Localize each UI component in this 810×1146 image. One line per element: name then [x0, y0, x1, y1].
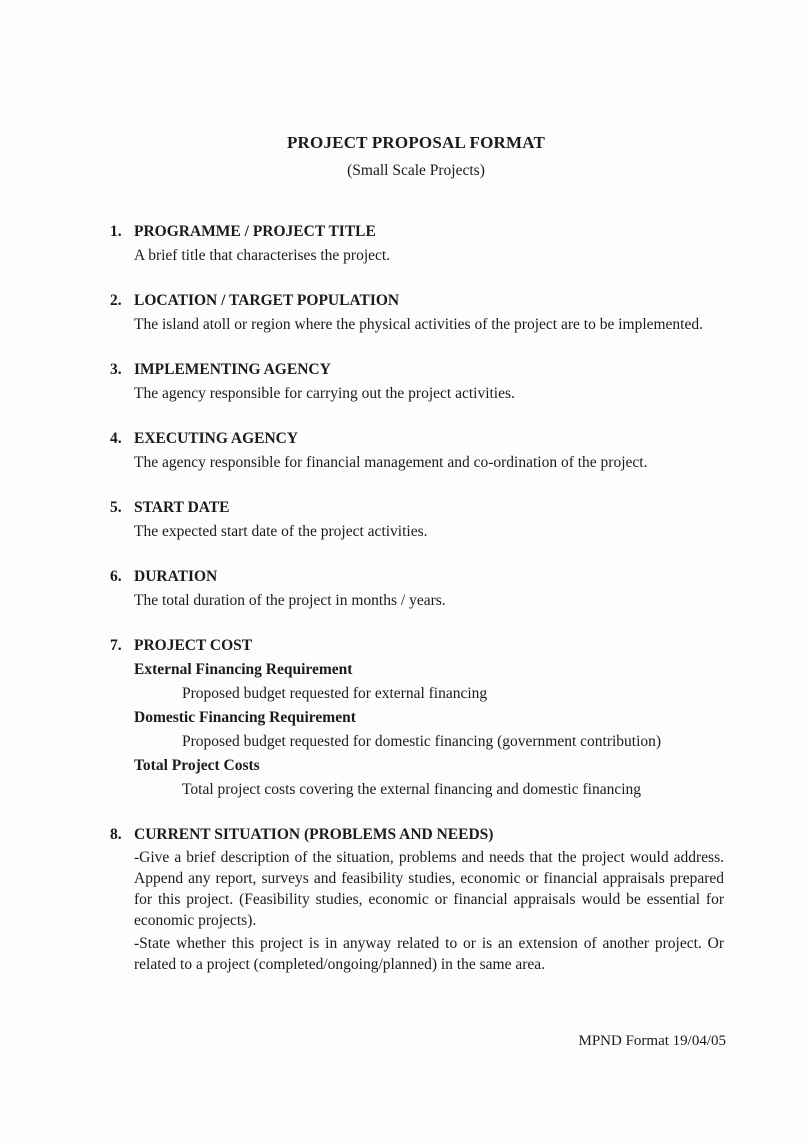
cost-item-label: Total Project Costs	[134, 757, 260, 774]
section-heading: CURRENT SITUATION (PROBLEMS AND NEEDS)	[134, 826, 494, 843]
section-number: 3.	[110, 361, 122, 378]
section-heading-row	[110, 496, 722, 520]
cost-item-description: Proposed budget requested for external financing	[182, 685, 488, 702]
section-location-target-population	[110, 289, 722, 337]
cost-item-label: External Financing Requirement	[134, 661, 353, 678]
section-heading-row	[110, 634, 722, 658]
section-description: The agency responsible for financial management and co-ordination of the project.	[134, 454, 648, 471]
section-heading: PROJECT COST	[134, 637, 253, 654]
section-description: The island atoll or region where the physical activities of the project are to be implemented.	[134, 316, 703, 333]
section-heading-row	[110, 823, 722, 847]
section-programme-project-title	[110, 220, 722, 268]
cost-item-label: Domestic Financing Requirement	[134, 709, 356, 726]
section-number: 2.	[110, 292, 122, 309]
section-heading-row	[110, 565, 722, 589]
section-description: The agency responsible for carrying out the project activities.	[134, 385, 515, 402]
document-header	[110, 132, 722, 182]
cost-item-domestic-financing	[110, 706, 722, 754]
section-heading-row	[110, 289, 722, 313]
section-heading: IMPLEMENTING AGENCY	[134, 361, 331, 378]
section-heading-row	[110, 358, 722, 382]
cost-item-external-financing	[110, 658, 722, 706]
section-heading: EXECUTING AGENCY	[134, 430, 299, 447]
section-executing-agency	[110, 427, 722, 475]
section-project-cost	[110, 634, 722, 802]
section-heading: LOCATION / TARGET POPULATION	[134, 292, 400, 309]
cost-item-total-project-costs	[110, 754, 722, 802]
section-heading: START DATE	[134, 499, 230, 516]
section-number: 5.	[110, 499, 122, 516]
section-number: 6.	[110, 568, 122, 585]
section-start-date	[110, 496, 722, 544]
cost-item-description: Total project costs covering the external financing and domestic financing	[182, 781, 642, 798]
cost-item-description: Proposed budget requested for domestic financing (government contribution)	[182, 733, 662, 750]
section-heading-row	[110, 220, 722, 244]
section-number: 8.	[110, 826, 122, 843]
section-heading-row	[110, 427, 722, 451]
footer-note: MPND Format 19/04/05	[578, 1033, 726, 1049]
section-current-situation	[110, 823, 722, 975]
section-number: 7.	[110, 637, 122, 654]
section-implementing-agency	[110, 358, 722, 406]
document-title: PROJECT PROPOSAL FORMAT	[286, 133, 546, 152]
section-paragraph: -Give a brief description of the situation, problems and needs that the project would address. Append any report, surveys and feasibility studies, economic or financial appraisals prepared for this project. (Feasibility studies, economic or financial appraisals would be essential for economic projects).	[134, 849, 724, 929]
section-duration	[110, 565, 722, 613]
section-number: 1.	[110, 223, 122, 240]
section-description: The total duration of the project in months / years.	[134, 592, 446, 609]
section-paragraph: -State whether this project is in anyway related to or is an extension of another project. Or related to a project (completed/ongoing/planned) in the same area.	[134, 935, 724, 973]
document-subtitle: (Small Scale Projects)	[347, 162, 485, 179]
section-heading: PROGRAMME / PROJECT TITLE	[134, 223, 376, 240]
section-description: A brief title that characterises the project.	[134, 247, 391, 264]
section-description: The expected start date of the project activities.	[134, 523, 428, 540]
section-number: 4.	[110, 430, 122, 447]
section-heading: DURATION	[134, 568, 218, 585]
